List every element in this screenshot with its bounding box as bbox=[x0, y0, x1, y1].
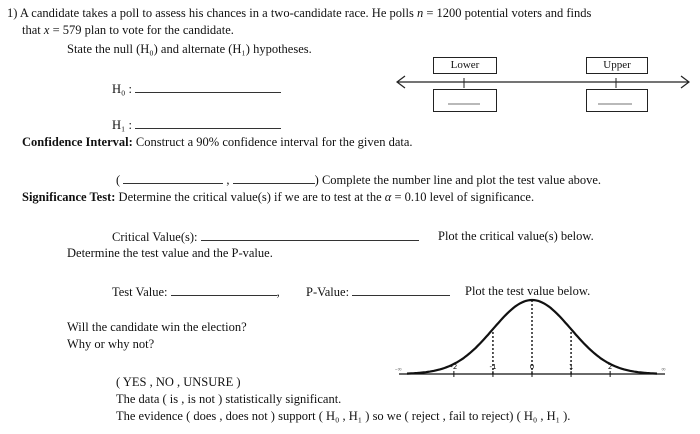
h0-label: H₀ : bbox=[112, 82, 132, 96]
lower-answer-box[interactable] bbox=[433, 89, 497, 112]
evidence-choice-line[interactable]: The evidence ( does , does not ) support ( H₀ , H₁ ) so we ( reject , fail to reject) ( H₀ , H₁ ). bbox=[116, 409, 571, 423]
state-hypotheses: State the null (H₀) and alternate (H₁) hypotheses. bbox=[67, 42, 312, 56]
ci-lower-blank[interactable] bbox=[123, 172, 223, 184]
left-infinity-label: -∞ bbox=[395, 366, 403, 373]
upper-label: Upper bbox=[603, 59, 631, 71]
test-value-row: Test Value: , bbox=[112, 285, 280, 299]
tick-label: 1 bbox=[568, 363, 574, 371]
normal-curve-chart bbox=[385, 290, 675, 390]
tick-label: 0 bbox=[529, 363, 535, 371]
significance-choice-line[interactable]: The data ( is , is not ) statistically significant. bbox=[116, 392, 342, 406]
plot-test-value-text: Plot the test value below. bbox=[465, 284, 591, 298]
question-why: Why or why not? bbox=[67, 337, 155, 351]
critical-values-blank[interactable] bbox=[201, 229, 419, 241]
h1-label: H₁ : bbox=[112, 118, 132, 132]
problem-line2: that x = 579 plan to vote for the candidate. bbox=[22, 23, 234, 37]
upper-answer-box[interactable] bbox=[586, 89, 648, 112]
ci-upper-blank[interactable] bbox=[233, 172, 315, 184]
confidence-interval-heading: Confidence Interval: Construct a 90% confidence interval for the given data. bbox=[22, 135, 413, 149]
lower-label: Lower bbox=[450, 59, 480, 71]
plot-critical-text: Plot the critical value(s) below. bbox=[438, 229, 594, 243]
determine-test-text: Determine the test value and the P-value. bbox=[67, 246, 273, 260]
significance-test-heading: Significance Test: Determine the critical value(s) if we are to test at the α = 0.10 level of significance. bbox=[22, 190, 535, 204]
p-value-row: P-Value: bbox=[306, 284, 450, 299]
options-yes-no-unsure[interactable]: ( YES , NO , UNSURE ) bbox=[116, 375, 241, 389]
question-win: Will the candidate win the election? bbox=[67, 320, 247, 334]
test-value-blank[interactable] bbox=[171, 284, 277, 296]
tick-label: 2 bbox=[607, 363, 613, 371]
tick-label: -2 bbox=[450, 363, 458, 371]
right-infinity-label: ∞ bbox=[661, 366, 666, 373]
tick-label: -1 bbox=[489, 363, 497, 371]
ci-answer-row: ( , ) Complete the number line and plot the test value above. bbox=[116, 173, 602, 187]
problem-intro: 1) A candidate takes a poll to assess his chances in a two-candidate race. He polls n = 1200 potential voters and finds bbox=[7, 6, 592, 20]
critical-values-row: Critical Value(s): bbox=[112, 229, 419, 244]
